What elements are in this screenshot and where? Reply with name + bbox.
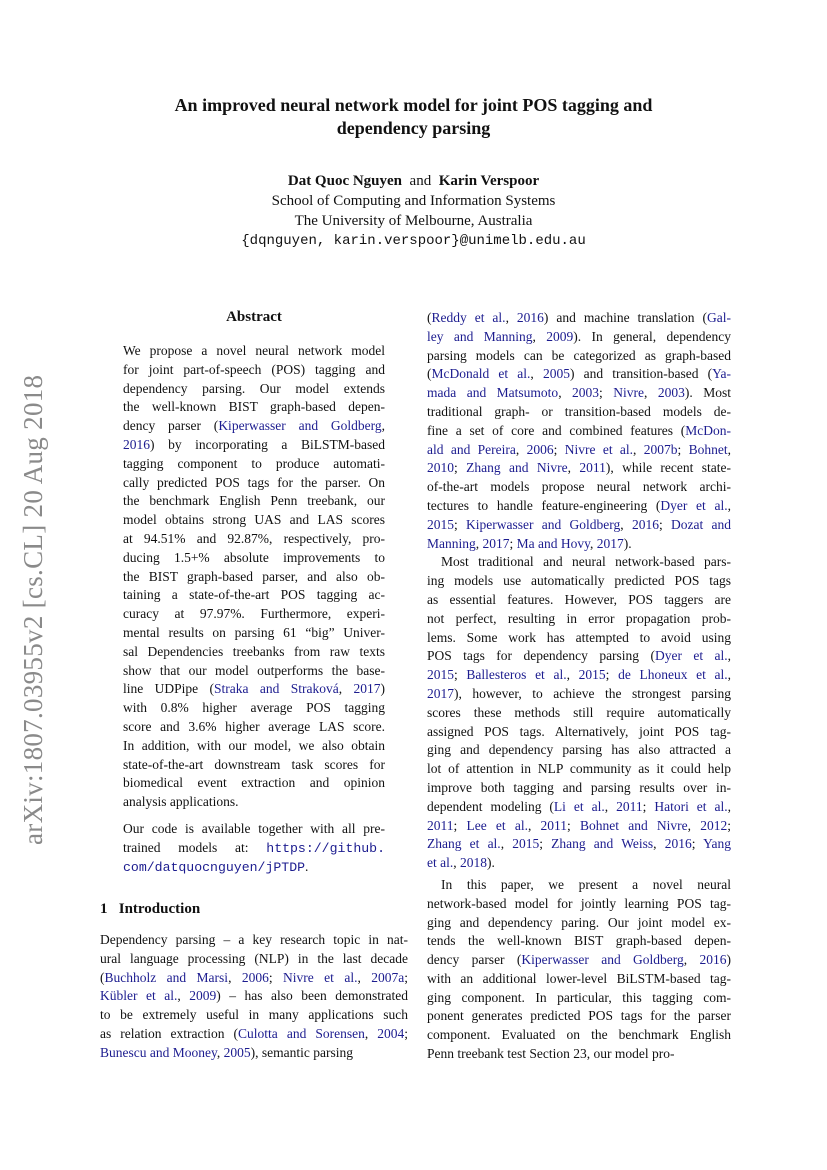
text-segment: ging and dependency parsing has also attracted a xyxy=(427,742,731,758)
text-segment: mental results on parsing 61 “big” Univer- xyxy=(123,624,385,640)
citation-link[interactable]: McDon- xyxy=(685,422,731,438)
text-segment: of-the-art models propose neural network archi- xyxy=(427,479,731,495)
citation-link[interactable]: 2012 xyxy=(700,817,728,833)
text-segment: , xyxy=(453,855,460,871)
text-line xyxy=(427,666,731,685)
text-segment: , xyxy=(604,798,617,814)
citation-link[interactable]: 2006 xyxy=(241,969,269,985)
text-segment: Penn treebank test Section 23, our model pro- xyxy=(427,1046,675,1062)
text-line xyxy=(427,478,731,497)
text-segment: , xyxy=(532,328,547,344)
text-segment: tectures to handle feature-engineering ( xyxy=(427,497,661,513)
abstract-paragraph xyxy=(123,342,385,812)
text-line xyxy=(427,553,731,572)
paper-title xyxy=(0,94,827,140)
citation-link[interactable]: Nivre et al. xyxy=(283,969,358,985)
text-line xyxy=(427,497,731,516)
text-segment: trained models at: xyxy=(123,839,267,855)
text-line xyxy=(427,328,731,347)
author-block xyxy=(0,171,827,251)
text-segment: , xyxy=(727,497,731,513)
text-line xyxy=(123,858,385,877)
text-segment: In addition, with our model, we also obtain xyxy=(123,737,385,753)
arxiv-identifier-stamp: arXiv:1807.03955v2 [cs.CL] 20 Aug 2018 xyxy=(18,374,48,845)
text-line xyxy=(100,1025,408,1044)
text-segment: fine a set of core and combined features ( xyxy=(427,422,686,438)
citation-link[interactable]: 2011 xyxy=(540,817,568,833)
text-line xyxy=(123,549,385,568)
text-line xyxy=(427,384,731,403)
text-segment: ) xyxy=(726,952,731,968)
citation-link[interactable]: 2004 xyxy=(377,1025,405,1041)
text-segment: lot of attention in NLP community as it could help xyxy=(427,761,731,777)
text-line xyxy=(427,309,731,328)
citation-link[interactable]: Zhang and Weiss xyxy=(551,836,654,852)
text-line xyxy=(427,685,731,704)
introduction-left-column xyxy=(100,931,408,1063)
citation-link[interactable]: 2015 xyxy=(427,516,454,532)
text-segment: ging component. In particular, this tagging com- xyxy=(427,989,731,1005)
text-line xyxy=(427,647,731,666)
text-segment: network-based model for jointly learning POS tag- xyxy=(427,895,731,911)
text-segment: , xyxy=(381,418,385,434)
text-line xyxy=(427,876,731,895)
citation-link[interactable]: 2005 xyxy=(542,366,570,382)
text-segment: , xyxy=(653,836,665,852)
text-segment: , xyxy=(727,667,732,683)
text-line xyxy=(123,417,385,436)
text-segment: dency parser ( xyxy=(427,952,522,968)
citation-link[interactable]: Bunescu and Mooney xyxy=(100,1044,217,1060)
citation-link[interactable]: 2017 xyxy=(596,535,624,551)
text-segment: ; xyxy=(539,836,552,852)
text-line xyxy=(427,970,731,989)
text-segment: In this paper, we present a novel neural xyxy=(441,876,731,892)
text-line xyxy=(427,629,731,648)
text-line xyxy=(427,610,731,629)
citation-link[interactable]: 2017 xyxy=(482,535,510,551)
text-segment: ( xyxy=(427,310,432,325)
introduction-paragraph-continued xyxy=(427,309,731,553)
citation-link[interactable]: 2005 xyxy=(223,1044,251,1060)
text-segment: , xyxy=(357,969,372,985)
citation-link[interactable]: Gal- xyxy=(707,310,732,325)
url-link[interactable]: https://github. xyxy=(266,840,385,856)
text-segment: with an additional lower-level BiLSTM-based tag- xyxy=(427,970,731,986)
text-line xyxy=(123,774,385,793)
text-segment: tends the well-known BIST graph-based depen- xyxy=(427,933,731,949)
text-segment: , xyxy=(515,441,527,457)
text-segment: , xyxy=(500,836,513,852)
text-segment: ; xyxy=(599,385,614,401)
text-segment: ; xyxy=(404,1025,409,1041)
citation-link[interactable]: Reddy et al. xyxy=(431,310,506,325)
citation-link[interactable]: Kiperwasser and Goldberg xyxy=(466,516,621,532)
text-line xyxy=(427,932,731,951)
text-segment: Our code is available together with all pre- xyxy=(123,820,385,836)
citation-link[interactable]: 2003 xyxy=(572,385,600,401)
text-line xyxy=(123,492,385,511)
text-segment: ( xyxy=(427,366,432,382)
citation-link[interactable]: Hatori et al. xyxy=(654,798,728,814)
citation-link[interactable]: ley and Manning xyxy=(427,328,533,344)
text-line xyxy=(427,1026,731,1045)
text-segment: ; xyxy=(553,441,565,457)
text-segment: ural language processing (NLP) in the last decade xyxy=(100,950,408,966)
citation-link[interactable]: 2017 xyxy=(353,681,381,697)
author-2: Karin Verspoor xyxy=(438,173,540,189)
text-segment: traditional graph- or transition-based models de- xyxy=(427,403,731,419)
text-segment: ; xyxy=(642,798,655,814)
text-segment: for joint part-of-speech (POS) tagging and xyxy=(123,361,385,377)
text-segment: with 0.8% higher average POS tagging xyxy=(123,700,385,716)
text-segment: ; xyxy=(658,516,671,532)
citation-link[interactable]: 2011 xyxy=(616,798,643,814)
text-line xyxy=(123,820,385,839)
author-emails: {dqnguyen, karin.verspoor}@unimelb.edu.au xyxy=(241,233,586,249)
text-segment: ; xyxy=(567,817,581,833)
text-line xyxy=(427,951,731,970)
text-line xyxy=(427,798,731,817)
citation-link[interactable]: 2011 xyxy=(579,460,606,476)
text-segment: , xyxy=(505,310,517,325)
introduction-paragraph xyxy=(100,931,408,1063)
text-line xyxy=(427,835,731,854)
citation-link[interactable]: Kübler et al. xyxy=(100,988,178,1004)
text-segment: ; xyxy=(691,836,704,852)
text-line xyxy=(427,365,731,384)
text-line xyxy=(100,1006,408,1025)
text-segment: taining a state-of-the-art POS tagging ac- xyxy=(123,587,385,603)
citation-link[interactable]: Nivre xyxy=(613,385,645,401)
text-segment: ), semantic parsing xyxy=(250,1044,353,1060)
text-line xyxy=(427,760,731,779)
text-line xyxy=(123,380,385,399)
citation-link[interactable]: Kiperwasser and Goldberg xyxy=(521,952,684,968)
text-line xyxy=(100,950,408,969)
author-conjunction: and xyxy=(409,173,432,189)
text-segment: ) – has also been demonstrated xyxy=(216,988,409,1004)
text-segment: , xyxy=(216,1044,224,1060)
text-segment: , xyxy=(727,798,732,814)
text-line xyxy=(427,422,731,441)
text-segment: line UDPipe ( xyxy=(123,681,215,697)
citation-link[interactable]: 2003 xyxy=(657,385,685,401)
text-line xyxy=(123,455,385,474)
text-line xyxy=(427,516,731,535)
citation-link[interactable]: 2007b xyxy=(643,441,678,457)
text-line xyxy=(123,436,385,455)
citation-link[interactable]: 2015 xyxy=(512,836,540,852)
text-line xyxy=(427,704,731,723)
text-segment: ). xyxy=(623,535,632,551)
text-line xyxy=(427,741,731,760)
citation-link[interactable]: 2016 xyxy=(664,836,692,852)
title-line-2: dependency parsing xyxy=(336,118,491,138)
citation-link[interactable]: mada and Matsumoto xyxy=(427,385,559,401)
text-segment: biomedical event extraction and opinion xyxy=(123,775,385,791)
text-segment: as essential features. However, POS taggers are xyxy=(427,591,731,607)
text-line xyxy=(123,361,385,380)
text-line xyxy=(427,441,731,460)
text-segment: ) and machine translation ( xyxy=(543,310,708,325)
text-line xyxy=(427,723,731,742)
text-segment: the well-known BIST graph-based depen- xyxy=(123,399,385,415)
text-line xyxy=(123,605,385,624)
text-line xyxy=(427,779,731,798)
citation-link[interactable]: Ma and Hovy xyxy=(516,535,591,551)
citation-link[interactable]: de Lhoneux et al. xyxy=(618,667,728,683)
text-segment: score and 3.6% higher average LAS score. xyxy=(123,718,385,734)
url-link[interactable]: com/datquocnguyen/jPTDP xyxy=(123,859,306,875)
text-segment: tagging component to produce automati- xyxy=(123,455,385,471)
text-segment: dependency parsing. Our model extends xyxy=(123,380,385,396)
text-line xyxy=(427,403,731,422)
text-segment: ; xyxy=(453,817,467,833)
text-line xyxy=(123,756,385,775)
citation-link[interactable]: Lee et al. xyxy=(466,817,528,833)
text-segment: ponent generates predicted POS tags for the parser xyxy=(427,1008,731,1024)
text-segment: model obtains strong UAS and LAS scores xyxy=(123,512,385,528)
citation-link[interactable]: Nivre et al. xyxy=(564,441,634,457)
text-segment: ing models use automatically predicted POS tags xyxy=(427,573,731,589)
text-line xyxy=(123,793,385,812)
text-line xyxy=(123,839,385,858)
citation-link[interactable]: 2006 xyxy=(526,441,554,457)
right-column xyxy=(427,309,731,1064)
citation-link[interactable]: Zhang et al. xyxy=(427,836,501,852)
affiliation-university: The University of Melbourne, Australia xyxy=(294,213,533,229)
citation-link[interactable]: Dozat and xyxy=(670,516,731,532)
text-line xyxy=(123,662,385,681)
citation-link[interactable]: Yang xyxy=(703,836,731,852)
text-segment: , xyxy=(566,667,579,683)
citation-link[interactable]: 2015 xyxy=(578,667,606,683)
citation-link[interactable]: Kiperwasser and Goldberg xyxy=(218,418,382,434)
text-segment: show that our model outperforms the base- xyxy=(123,662,385,678)
text-segment: , xyxy=(228,969,242,985)
affiliation-school: School of Computing and Information Systems xyxy=(271,193,556,209)
text-segment: not perfect, resulting in error propagation prob- xyxy=(427,610,731,626)
section-heading-introduction xyxy=(100,901,200,918)
citation-link[interactable]: Li et al. xyxy=(553,798,605,814)
text-line xyxy=(427,572,731,591)
text-segment: , xyxy=(530,366,543,382)
text-segment: ). In general, dependency xyxy=(573,328,732,344)
text-segment: Dependency parsing – a key research topic in nat- xyxy=(100,932,408,947)
text-segment: ) xyxy=(380,681,386,697)
text-segment: improve both tagging and parsing results over in- xyxy=(427,779,731,795)
text-segment: , xyxy=(364,1025,378,1041)
text-line xyxy=(100,969,408,988)
text-segment: analysis applications. xyxy=(123,794,239,810)
citation-link[interactable]: Culotta and Sorensen xyxy=(238,1025,365,1041)
text-segment: component. Evaluated on the benchmark English xyxy=(427,1027,731,1043)
text-segment: ), however, to achieve the strongest parsing xyxy=(454,685,731,701)
text-segment: curacy at 97.97%. Furthermore, experi- xyxy=(123,606,385,622)
text-segment: ; xyxy=(454,667,467,683)
text-segment: scores these methods still require automatically xyxy=(427,704,731,720)
text-segment: , xyxy=(527,817,541,833)
text-segment: lems. Some work has attempted to avoid using xyxy=(427,629,731,645)
text-segment: , xyxy=(558,385,573,401)
citation-link[interactable]: Ballesteros et al. xyxy=(466,667,567,683)
text-segment: ; xyxy=(605,667,619,683)
text-line xyxy=(123,737,385,756)
text-segment: , xyxy=(475,535,483,551)
text-segment: ; xyxy=(454,460,467,476)
text-segment: ; xyxy=(727,817,731,833)
text-segment: ) by incorporating a BiLSTM-based xyxy=(150,436,385,452)
text-segment: ducing 1.5+% absolute improvements to xyxy=(123,549,385,565)
text-line xyxy=(123,474,385,493)
text-segment: ). xyxy=(487,855,495,871)
text-segment: ) and transition-based ( xyxy=(569,366,713,382)
text-segment: as relation extraction ( xyxy=(100,1025,239,1041)
text-line xyxy=(427,535,731,554)
text-line xyxy=(427,459,731,478)
text-line xyxy=(123,398,385,417)
text-segment: dependent modeling ( xyxy=(427,798,554,814)
text-segment: , xyxy=(687,817,701,833)
citation-link[interactable]: 2011 xyxy=(427,817,454,833)
text-segment: the BIST graph-based parser, and also ob- xyxy=(123,568,385,584)
text-segment: ). Most xyxy=(684,385,731,401)
citation-link[interactable]: 2010 xyxy=(427,460,454,476)
text-line xyxy=(427,591,731,610)
citation-link[interactable]: 2016 xyxy=(631,516,659,532)
citation-link[interactable]: McDonald et al. xyxy=(431,366,531,382)
citation-link[interactable]: 2016 xyxy=(516,310,544,325)
text-segment: at 94.51% and 92.87%, respectively, pro- xyxy=(123,530,385,546)
text-segment: , xyxy=(727,648,731,664)
text-line xyxy=(123,699,385,718)
text-line xyxy=(123,680,385,699)
text-line xyxy=(427,914,731,933)
text-segment: ; xyxy=(404,969,409,985)
citation-link[interactable]: Dyer et al. xyxy=(654,648,728,664)
text-segment: , xyxy=(633,441,644,457)
citation-link[interactable]: 2015 xyxy=(427,667,454,683)
text-segment: , xyxy=(727,441,732,457)
citation-link[interactable]: 2007a xyxy=(371,969,405,985)
text-line xyxy=(123,511,385,530)
text-line xyxy=(123,530,385,549)
text-segment: dency parser ( xyxy=(123,418,219,434)
text-segment: Most traditional and neural network-based pars- xyxy=(441,554,731,570)
citation-link[interactable]: Dyer et al. xyxy=(660,497,728,513)
citation-link[interactable]: Zhang and Nivre xyxy=(466,460,568,476)
text-line xyxy=(427,1045,731,1064)
text-line xyxy=(427,854,731,873)
citation-link[interactable]: et al. xyxy=(427,855,454,871)
citation-link[interactable]: 2018 xyxy=(460,855,487,871)
text-line xyxy=(100,1044,408,1063)
abstract-body xyxy=(123,342,385,876)
text-segment: ; xyxy=(454,516,467,532)
citation-link[interactable]: 2017 xyxy=(427,685,454,701)
citation-link[interactable]: 2016 xyxy=(123,436,150,452)
text-line xyxy=(123,624,385,643)
citation-link[interactable]: Manning xyxy=(427,535,476,551)
text-line xyxy=(123,586,385,605)
text-segment: POS tags for dependency parsing ( xyxy=(427,648,655,664)
text-line xyxy=(427,347,731,366)
citation-link[interactable]: 2016 xyxy=(699,952,727,968)
text-segment: ( xyxy=(100,969,105,985)
citation-link[interactable]: Buchholz and Marsi xyxy=(104,969,229,985)
text-segment: , xyxy=(338,681,354,697)
text-segment: , xyxy=(177,988,190,1004)
text-segment: , xyxy=(620,516,632,532)
abstract-heading: Abstract xyxy=(226,309,282,325)
text-line xyxy=(123,568,385,587)
text-segment: state-of-the-art downstream task scores for xyxy=(123,756,385,772)
text-segment: parsing models can be categorized as graph-based xyxy=(427,347,731,363)
citation-link[interactable]: Bohnet xyxy=(688,441,728,457)
text-line xyxy=(427,817,731,836)
text-segment: sal Dependencies treebanks from raw texts xyxy=(123,643,385,659)
text-segment: ; xyxy=(509,535,517,551)
text-line xyxy=(123,342,385,361)
text-segment: ; xyxy=(677,441,689,457)
introduction-paragraph-this-paper xyxy=(427,876,731,1064)
citation-link[interactable]: Bohnet and Nivre xyxy=(580,817,688,833)
text-line xyxy=(123,718,385,737)
text-segment: ging and dependency paring. Our joint model ex- xyxy=(427,914,731,930)
text-segment: , xyxy=(683,952,700,968)
title-line-1: An improved neural network model for joint POS tagging and xyxy=(174,95,653,115)
text-segment: , xyxy=(644,385,658,401)
citation-link[interactable]: 2009 xyxy=(189,988,217,1004)
text-line xyxy=(100,931,408,950)
citation-link[interactable]: Straka and Straková xyxy=(214,681,339,697)
section-title: Introduction xyxy=(118,901,201,917)
text-segment: cally predicted POS tags for the parser. On xyxy=(123,474,385,490)
text-segment: the benchmark English Penn treebank, our xyxy=(123,493,385,509)
text-segment: assigned POS tags. Alternatively, joint POS tag- xyxy=(427,723,731,739)
text-line xyxy=(427,989,731,1008)
author-names xyxy=(0,171,827,191)
text-line xyxy=(427,1007,731,1026)
text-line xyxy=(123,643,385,662)
text-line xyxy=(427,895,731,914)
section-number: 1 xyxy=(100,901,108,917)
citation-link[interactable]: Ya- xyxy=(712,366,731,382)
text-segment: ), while recent state- xyxy=(605,460,731,476)
text-segment: . xyxy=(305,858,309,874)
author-1: Dat Quoc Nguyen xyxy=(287,173,403,189)
text-segment: ; xyxy=(268,969,284,985)
text-segment: , xyxy=(590,535,597,551)
text-segment: , xyxy=(567,460,580,476)
text-segment: to be extremely useful in many applications such xyxy=(100,1007,408,1023)
citation-link[interactable]: ald and Pereira xyxy=(427,441,516,457)
citation-link[interactable]: 2009 xyxy=(546,328,574,344)
abstract-code-paragraph xyxy=(123,820,385,876)
text-segment: We propose a novel neural network model xyxy=(123,343,385,358)
introduction-paragraph-pos-tags xyxy=(427,553,731,873)
text-line xyxy=(100,987,408,1006)
